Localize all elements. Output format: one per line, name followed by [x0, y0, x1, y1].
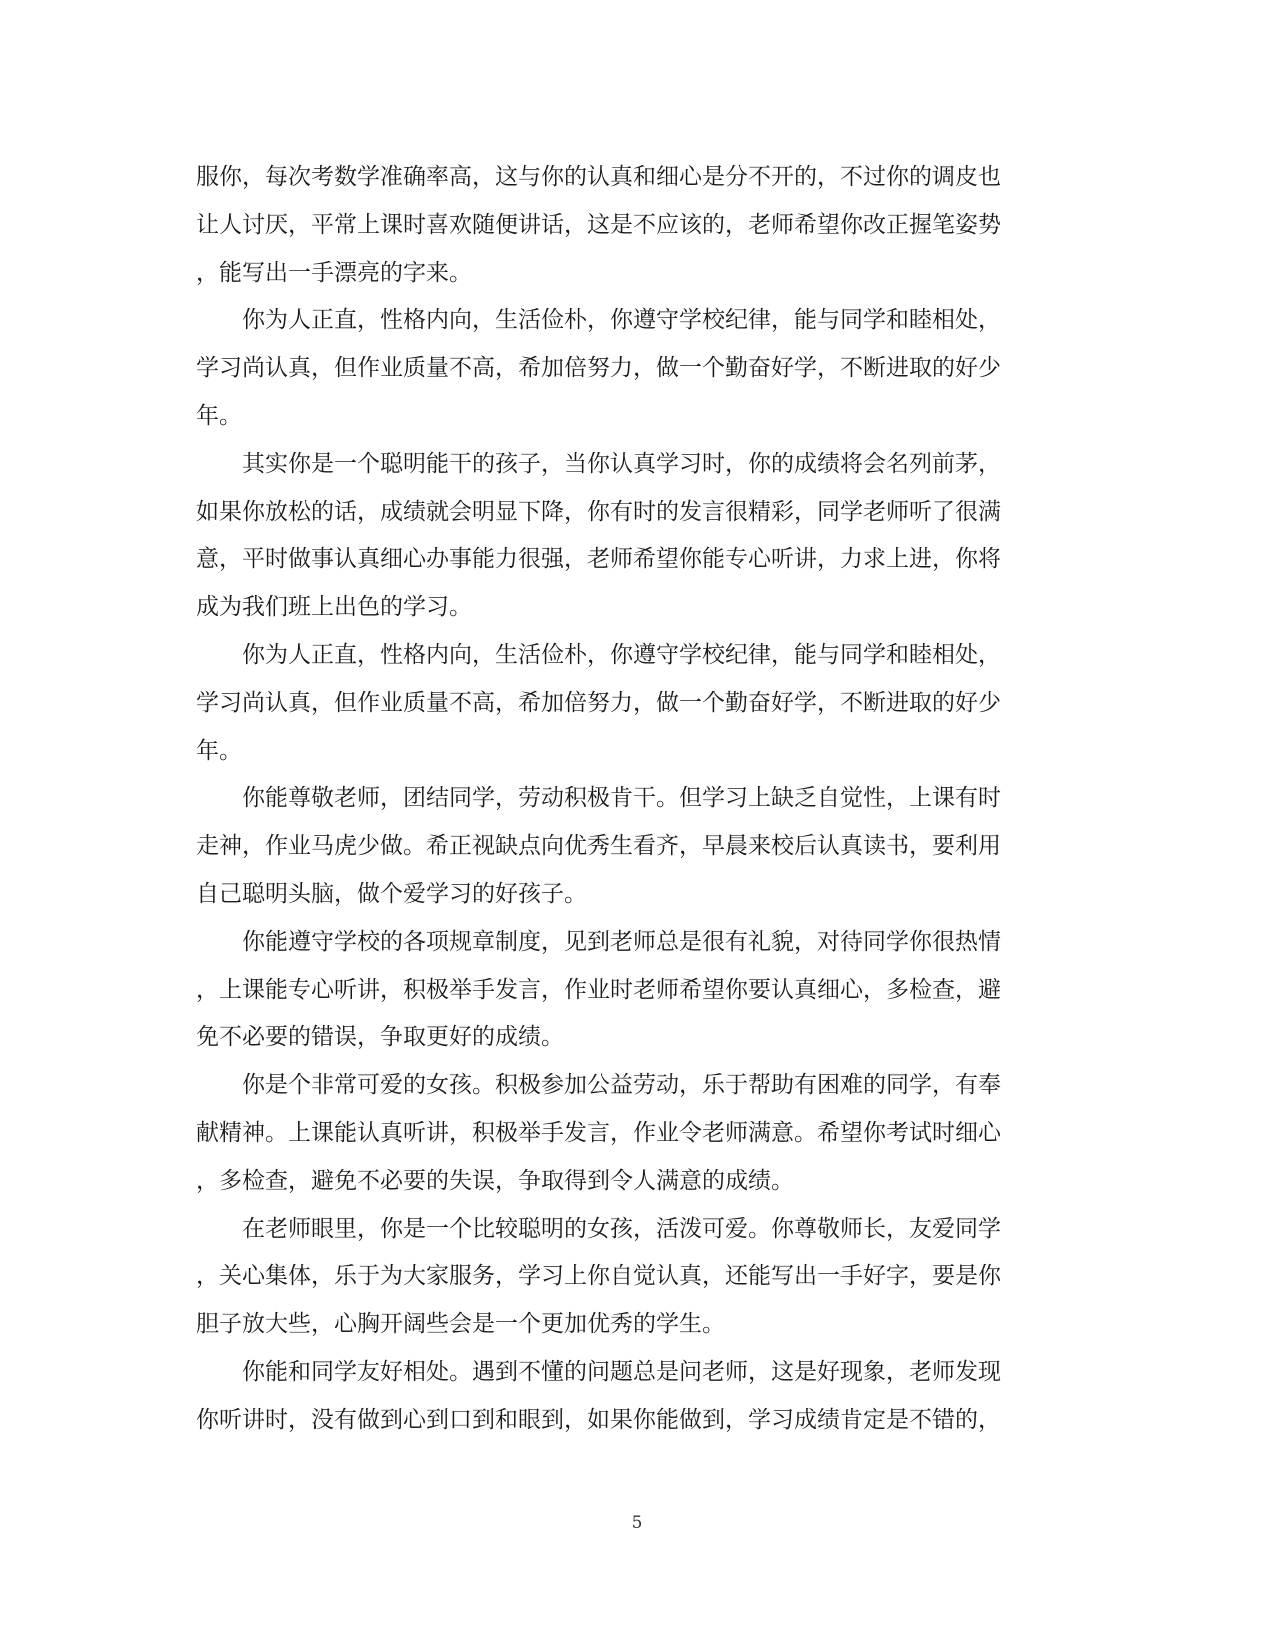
text-line: 免不必要的错误，争取更好的成绩。	[196, 1024, 564, 1051]
paragraph-first-line: 在老师眼里，你是一个比较聪明的女孩，活泼可爱。你尊敬师长，友爱同学	[242, 1215, 1001, 1242]
page-number: 5	[631, 1513, 643, 1533]
text-line: 你听讲时，没有做到心到口到和眼到，如果你能做到，学习成绩肯定是不错的，	[196, 1406, 1001, 1433]
text-line: 让人讨厌，平常上课时喜欢随便讲话，这是不应该的，老师希望你改正握笔姿势	[196, 211, 1001, 238]
paragraph-first-line: 你为人正直，性格内向，生活俭朴，你遵守学校纪律，能与同学和睦相处，	[242, 642, 1001, 668]
text-line: 意，平时做事认真细心办事能力很强，老师希望你能专心听讲，力求上进，你将	[196, 546, 1001, 573]
paragraph-first-line: 你为人正直，性格内向，生活俭朴，你遵守学校纪律，能与同学和睦相处，	[242, 307, 1001, 334]
text-line: ，关心集体，乐于为大家服务，学习上你自觉认真，还能写出一手好字，要是你	[196, 1263, 1001, 1290]
paragraph-first-line: 你是个非常可爱的女孩。积极参加公益劳动，乐于帮助有困难的同学，有奉	[242, 1072, 1001, 1099]
paragraph-first-line: 其实你是一个聪明能干的孩子，当你认真学习时，你的成绩将会名列前茅，	[242, 450, 1001, 477]
text-line: 年。	[196, 403, 242, 429]
text-line: 胆子放大些，心胸开阔些会是一个更加优秀的学生。	[196, 1311, 725, 1338]
text-line: 如果你放松的话，成绩就会明显下降，你有时的发言很精彩，同学老师听了很满	[196, 498, 1001, 525]
text-line: ，能写出一手漂亮的字来。	[196, 259, 472, 286]
text-line: ，多检查，避免不必要的失误，争取得到令人满意的成绩。	[196, 1167, 794, 1194]
text-line: 成为我们班上出色的学习。	[196, 594, 472, 621]
text-line: 学习尚认真，但作业质量不高，希加倍努力，做一个勤奋好学，不断进取的好少	[196, 689, 1001, 716]
text-line: 服你，每次考数学准确率高，这与你的认真和细心是分不开的，不过你的调皮也	[196, 164, 1001, 190]
text-line: 走神，作业马虎少做。希正视缺点向优秀生看齐，早晨来校后认真读书，要利用	[196, 833, 1001, 860]
paragraph-first-line: 你能遵守学校的各项规章制度，见到老师总是很有礼貌，对待同学你很热情	[242, 928, 1001, 955]
paragraph-first-line: 你能尊敬老师，团结同学，劳动积极肯干。但学习上缺乏自觉性，上课有时	[242, 785, 1001, 812]
text-line: 自己聪明头脑，做个爱学习的好孩子。	[196, 881, 587, 907]
text-line: 学习尚认真，但作业质量不高，希加倍努力，做一个勤奋好学，不断进取的好少	[196, 355, 1001, 382]
text-line: 年。	[196, 737, 242, 764]
text-line: ，上课能专心听讲，积极举手发言，作业时老师希望你要认真细心，多检查，避	[196, 976, 1001, 1003]
text-line: 献精神。上课能认真听讲，积极举手发言，作业令老师满意。希望你考试时细心	[196, 1120, 1001, 1146]
paragraph-first-line: 你能和同学友好相处。遇到不懂的问题总是问老师，这是好现象，老师发现	[242, 1359, 1001, 1385]
